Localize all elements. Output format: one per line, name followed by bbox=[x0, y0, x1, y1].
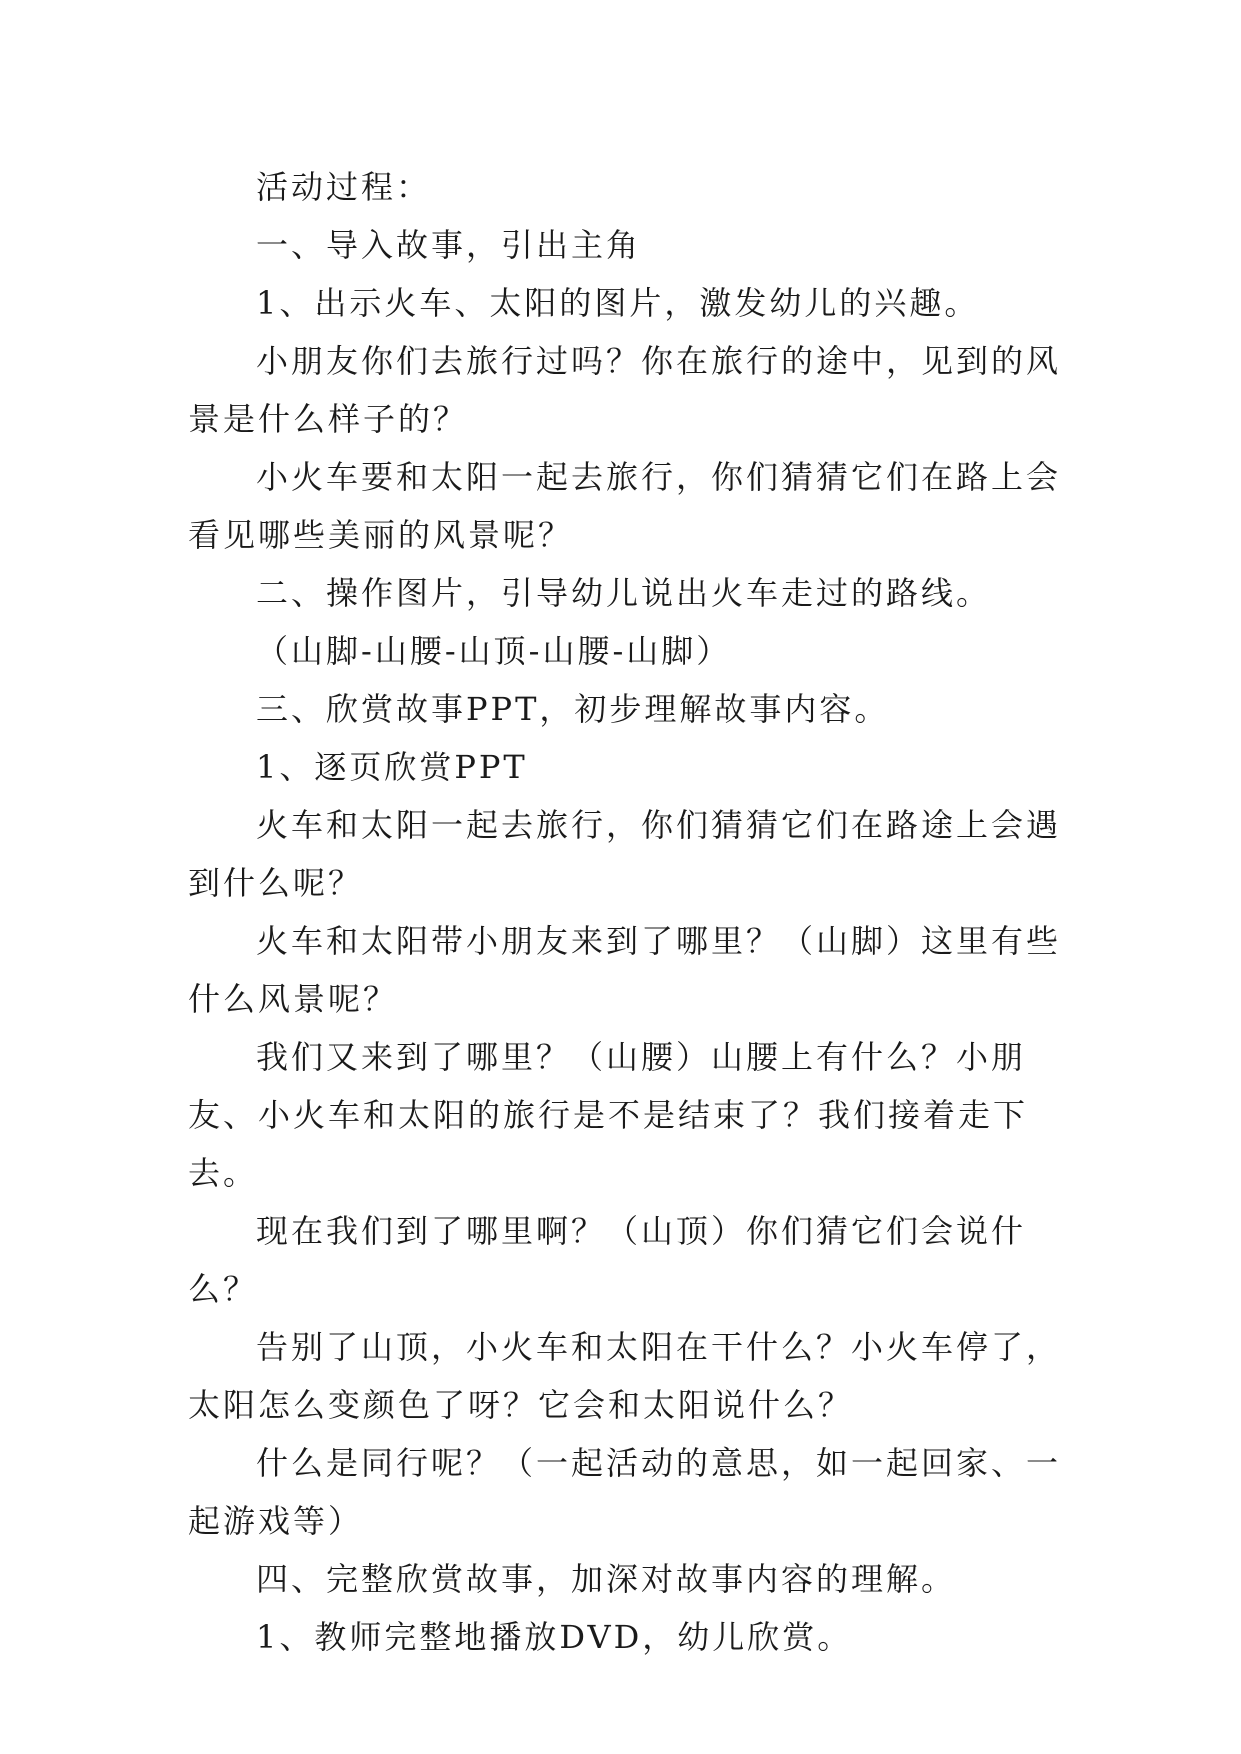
document-body bbox=[188, 158, 1068, 1666]
paragraph-question-scenery: 小火车要和太阳一起去旅行，你们猜猜它们在路上会看见哪些美丽的风景呢？ bbox=[188, 458, 1062, 554]
paragraph-question-travel: 小朋友你们去旅行过吗？你在旅行的途中，见到的风景是什么样子的？ bbox=[188, 342, 1062, 438]
step-1-1: 1、出示火车、太阳的图片，激发幼儿的兴趣。 bbox=[256, 284, 980, 322]
paragraph-question-farewell: 告别了山顶，小火车和太阳在干什么？小火车停了，太阳怎么变颜色了呀？它会和太阳说什么？ bbox=[188, 1328, 1062, 1424]
paragraph-question-foothill: 火车和太阳带小朋友来到了哪里？（山脚）这里有些什么风景呢？ bbox=[188, 922, 1062, 1018]
paragraph-question-together: 什么是同行呢？（一起活动的意思，如一起回家、一起游戏等） bbox=[188, 1444, 1062, 1540]
paragraph-question-summit: 现在我们到了哪里啊？（山顶）你们猜它们会说什么？ bbox=[188, 1212, 1027, 1308]
step-3-1: 1、逐页欣赏PPT bbox=[256, 748, 528, 786]
section-heading-1: 一、导入故事，引出主角 bbox=[256, 226, 642, 264]
route-note: （山脚-山腰-山顶-山腰-山脚） bbox=[256, 632, 732, 670]
paragraph-question-journey: 火车和太阳一起去旅行，你们猜猜它们在路途上会遇到什么呢？ bbox=[188, 806, 1062, 902]
section-heading-4: 四、完整欣赏故事，加深对故事内容的理解。 bbox=[256, 1560, 957, 1598]
section-label-activity-process: 活动过程： bbox=[256, 168, 432, 206]
paragraph-question-mountainside: 我们又来到了哪里？（山腰）山腰上有什么？小朋友、小火车和太阳的旅行是不是结束了？我们接着走下去。 bbox=[188, 1038, 1029, 1192]
section-heading-3: 三、欣赏故事PPT，初步理解故事内容。 bbox=[256, 690, 890, 728]
section-heading-2: 二、操作图片，引导幼儿说出火车走过的路线。 bbox=[256, 574, 992, 612]
step-4-1: 1、教师完整地播放DVD，幼儿欣赏。 bbox=[256, 1618, 853, 1656]
